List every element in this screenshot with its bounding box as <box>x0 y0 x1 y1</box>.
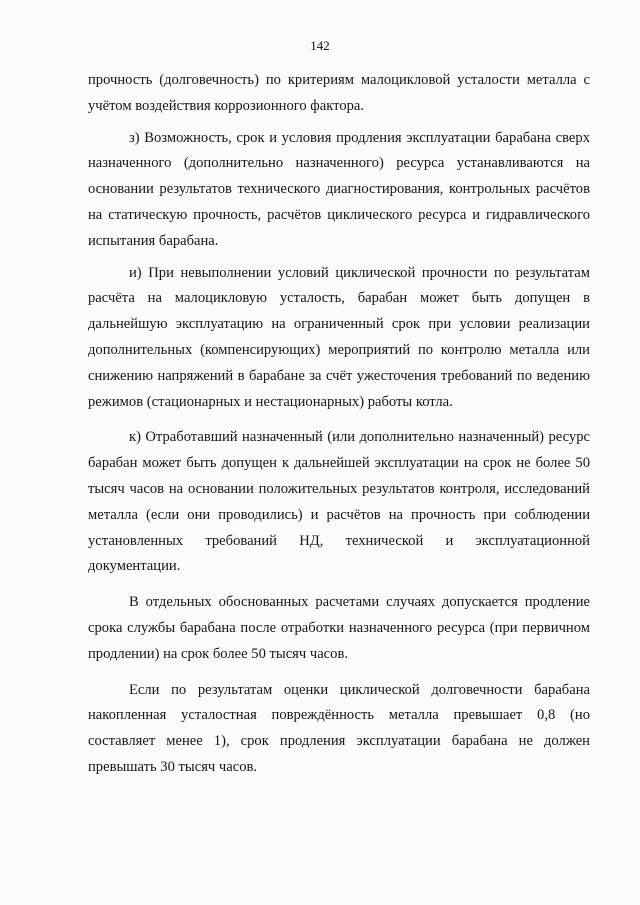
body-text <box>88 68 590 781</box>
paragraph-item-k: к) Отработавший назначенный (или дополнительно назначенный) ресурс барабан может быть допущен к дальнейшей эксплуатации на срок не более 50 тысяч часов на основании положительных результатов контроля, исследований металла (если они проводились) и расчётов на прочность при соблюдении установленных требований НД, технической и эксплуатационной документации. <box>88 429 590 575</box>
paragraph-item-z: з) Возможность, срок и условия продления эксплуатации барабана сверх назначенного (дополнительно назначенного) ресурса устанавливаются на основании результатов технического диагностирования, контрольных расчётов на статическую прочность, расчётов циклического ресурса и гидравлического испытания барабана. <box>88 129 590 249</box>
paragraph-continuation: прочность (долговечность) по критериям малоцикловой усталости металла с учётом воздействия коррозионного фактора. <box>88 72 590 114</box>
paragraph-item-i: и) При невыполнении условий циклической прочности по результатам расчёта на малоцикловую усталость, барабан может быть допущен в дальнейшую эксплуатацию на ограниченный срок при условии реализации дополнительных (компенсирующих) мероприятий по контролю металла или снижению напряжений в барабане за счёт ужесточения требований по ведению режимов (стационарных и нестационарных) работы котла. <box>88 264 590 410</box>
page-number: 142 <box>310 38 330 53</box>
paragraph-fatigue-note: Если по результатам оценки циклической долговечности барабана накопленная усталостная повреждённость металла превышает 0,8 (но составляет менее 1), срок продления эксплуатации барабана не должен превышать 30 тысяч часов. <box>88 681 590 775</box>
paragraph-extension-note: В отдельных обоснованных расчетами случаях допускается продление срока службы барабана после отработки назначенного ресурса (при первичном продлении) на срок более 50 тысяч часов. <box>88 594 590 662</box>
